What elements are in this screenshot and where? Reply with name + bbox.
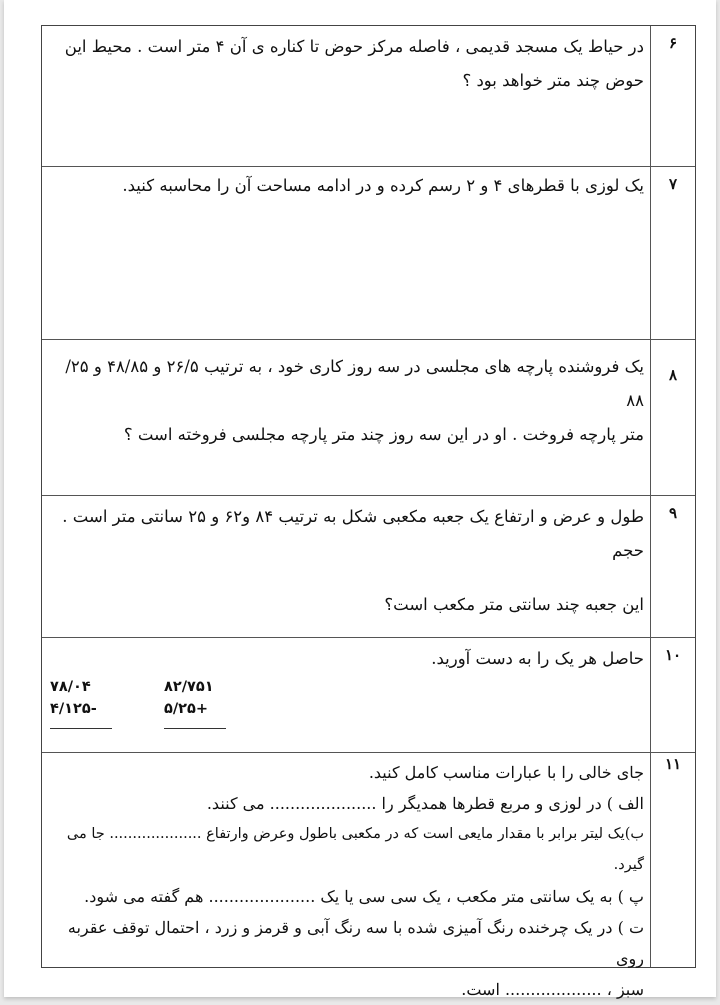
question-number: ۱۰ (650, 638, 695, 752)
question-line: ب)یک لیتر برابر با مقدار مایعی است که در مکعبی باطول وعرض وارتفاع .................... جا می گیرد. (66, 826, 644, 873)
question-text (42, 26, 650, 166)
question-number: ۹ (650, 496, 695, 637)
question-number: ۶ (650, 26, 695, 166)
question-text (42, 753, 650, 999)
question-line: الف ) در لوزی و مربع قطرها همدیگر را ..................... می کنند. (206, 794, 644, 813)
question-text (42, 167, 650, 339)
question-line: حاصل هر یک را به دست آورید. (431, 649, 644, 668)
question-line: سبز ، ................... است. (461, 980, 644, 999)
question-line: یک لوزی با قطرهای ۴ و ۲ رسم کرده و در ادامه مساحت آن را محاسبه کنید. (122, 176, 644, 195)
question-row-9 (42, 496, 695, 638)
question-row-6 (42, 26, 695, 167)
question-line: حوض چند متر خواهد بود ؟ (462, 71, 644, 90)
question-text (42, 496, 650, 637)
question-line: در حیاط یک مسجد قدیمی ، فاصله مرکز حوض تا کناره ی آن ۴ متر است . محیط این (64, 37, 644, 56)
question-line: ت ) در یک چرخنده رنگ آمیزی شده با سه رنگ آبی و قرمز و زرد ، احتمال توقف عقربه روی (67, 918, 644, 968)
question-row-7 (42, 167, 695, 340)
question-text (42, 340, 650, 495)
question-line: یک فروشنده پارچه های مجلسی در سه روز کاری خود ، به ترتیب ۲۶/۵ و ۴۸/۸۵ و ۲۵/ ۸۸ (65, 357, 644, 410)
question-line: پ ) به یک سانتی متر مکعب ، یک سی سی یا یک ..................... هم گفته می شود. (84, 887, 644, 906)
question-number: ۷ (650, 167, 695, 339)
question-line: جای خالی را با عبارات مناسب کامل کنید. (368, 763, 644, 782)
document-page (4, 0, 716, 997)
addition-problem (164, 676, 226, 729)
calc-bottom-operand: -۴/۱۲۵ (50, 701, 97, 717)
calc-top-operand: ۸۲/۷۵۱ (164, 679, 214, 695)
calc-bottom-operand: +۵/۲۵ (164, 701, 209, 717)
question-number: ۱۱ (650, 753, 695, 967)
question-table (41, 25, 696, 999)
question-line: طول و عرض و ارتفاع یک جعبه مکعبی شکل به ترتیب ۸۴ و۶۲ و ۲۵ سانتی متر است . حجم (62, 507, 644, 560)
result-line (50, 728, 112, 729)
result-line (164, 728, 226, 729)
question-row-11 (42, 753, 695, 999)
question-line: متر پارچه فروخت . او در این سه روز چند متر پارچه مجلسی فروخته است ؟ (123, 425, 644, 444)
question-row-8 (42, 340, 695, 496)
question-line: این جعبه چند سانتی متر مکعب است؟ (384, 595, 644, 614)
calc-top-operand: ۷۸/۰۴ (50, 679, 91, 695)
subtraction-problem (50, 676, 112, 729)
question-number: ۸ (650, 340, 695, 495)
question-row-10 (42, 638, 695, 753)
calculation-area (50, 676, 226, 729)
